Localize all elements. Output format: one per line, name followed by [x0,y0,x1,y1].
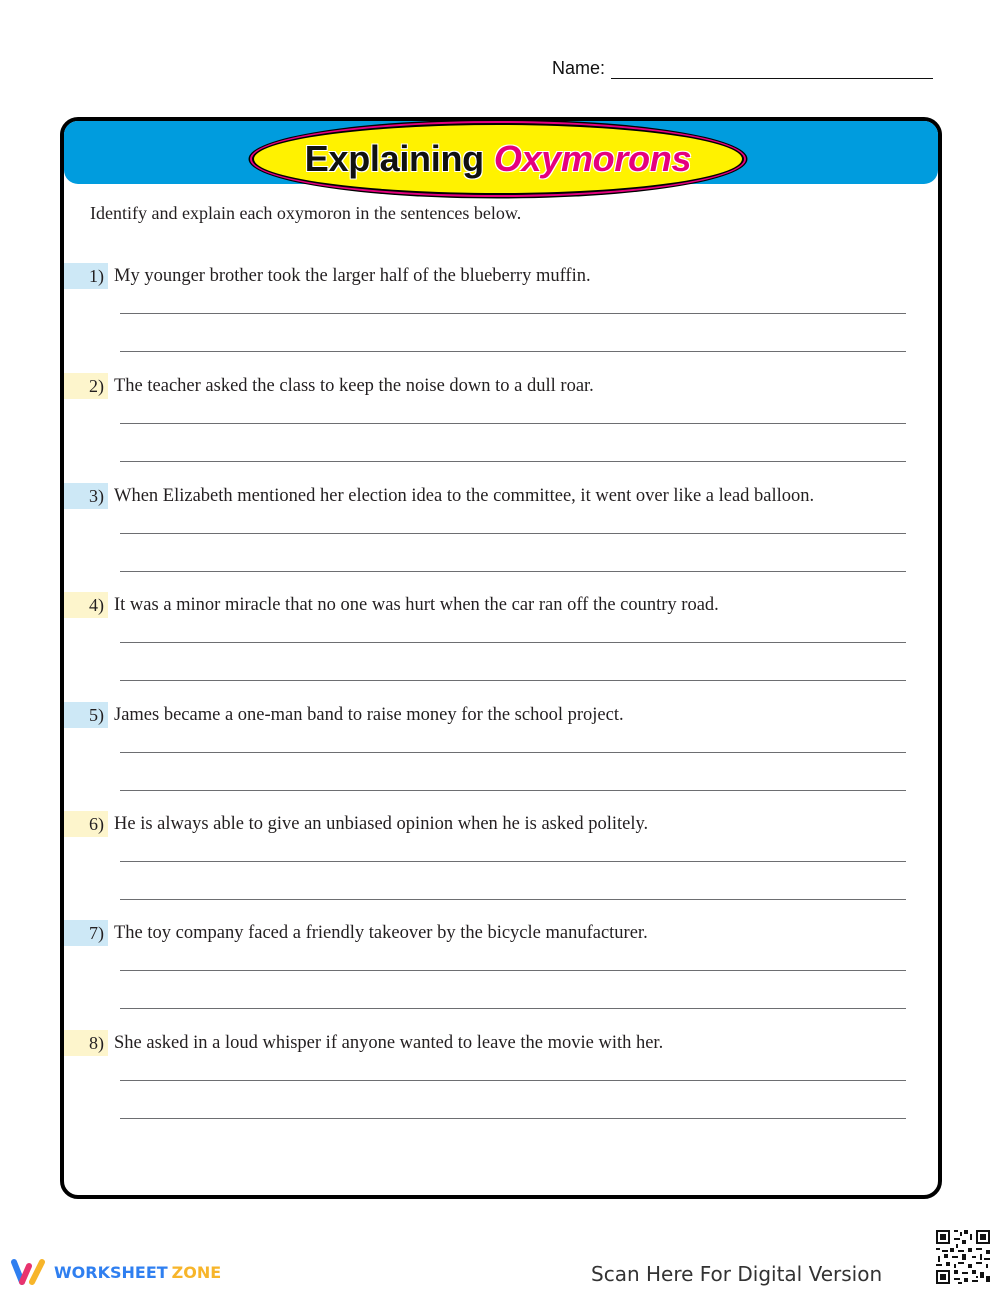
worksheet-card [60,117,942,1199]
worksheetzone-logo[interactable] [10,1258,221,1286]
question-text: The toy company faced a friendly takeover by the bicycle manufacturer. [114,923,648,943]
answer-line-6b[interactable] [120,899,906,900]
question-1 [64,263,938,289]
answer-line-3b[interactable] [120,571,906,572]
question-text: My younger brother took the larger half of the blueberry muffin. [114,266,591,286]
logo-text [54,1263,221,1282]
answer-line-6a[interactable] [120,861,906,862]
answer-line-4a[interactable] [120,642,906,643]
answer-line-7a[interactable] [120,970,906,971]
answer-line-8b[interactable] [120,1118,906,1119]
question-text: She asked in a loud whisper if anyone wanted to leave the movie with her. [114,1033,664,1053]
answer-line-5a[interactable] [120,752,906,753]
answer-line-8a[interactable] [120,1080,906,1081]
question-number: 2) [64,373,108,399]
answer-line-1a[interactable] [120,313,906,314]
logo-word-worksheet: WORKSHEET [54,1262,168,1282]
logo-word-zone: ZONE [171,1262,222,1282]
question-number: 5) [64,702,108,728]
answer-line-7b[interactable] [120,1008,906,1009]
question-text: The teacher asked the class to keep the noise down to a dull roar. [114,376,594,396]
question-2 [64,373,938,399]
qr-code-icon[interactable] [934,1228,992,1286]
title-part-2: Oxymorons [493,138,692,179]
question-4 [64,592,938,618]
answer-line-5b[interactable] [120,790,906,791]
question-5 [64,702,938,728]
question-number: 6) [64,811,108,837]
answer-line-4b[interactable] [120,680,906,681]
answer-line-2b[interactable] [120,461,906,462]
question-text: It was a minor miracle that no one was hurt when the car ran off the country road. [114,595,719,615]
page-title [305,138,691,180]
scan-label: Scan Here For Digital Version [591,1262,883,1286]
question-number: 1) [64,263,108,289]
answer-line-1b[interactable] [120,351,906,352]
question-text: When Elizabeth mentioned her election idea to the committee, it went over like a lead balloon. [114,486,815,506]
question-number: 8) [64,1030,108,1056]
name-field[interactable] [552,58,933,79]
question-number: 4) [64,592,108,618]
question-text: James became a one-man band to raise money for the school project. [114,705,624,725]
answer-line-2a[interactable] [120,423,906,424]
name-label: Name: [552,58,606,78]
question-7 [64,920,938,946]
question-number: 3) [64,483,108,509]
question-number: 7) [64,920,108,946]
question-8 [64,1030,938,1056]
question-6 [64,811,938,837]
title-part-1: Explaining [304,138,484,179]
instructions: Identify and explain each oxymoron in the sentences below. [90,203,522,223]
name-input-line[interactable] [611,58,933,79]
question-3 [64,483,938,509]
answer-line-3a[interactable] [120,533,906,534]
question-text: He is always able to give an unbiased opinion when he is asked politely. [114,814,649,834]
title-oval [252,123,744,195]
worksheetzone-w-icon [10,1258,48,1286]
